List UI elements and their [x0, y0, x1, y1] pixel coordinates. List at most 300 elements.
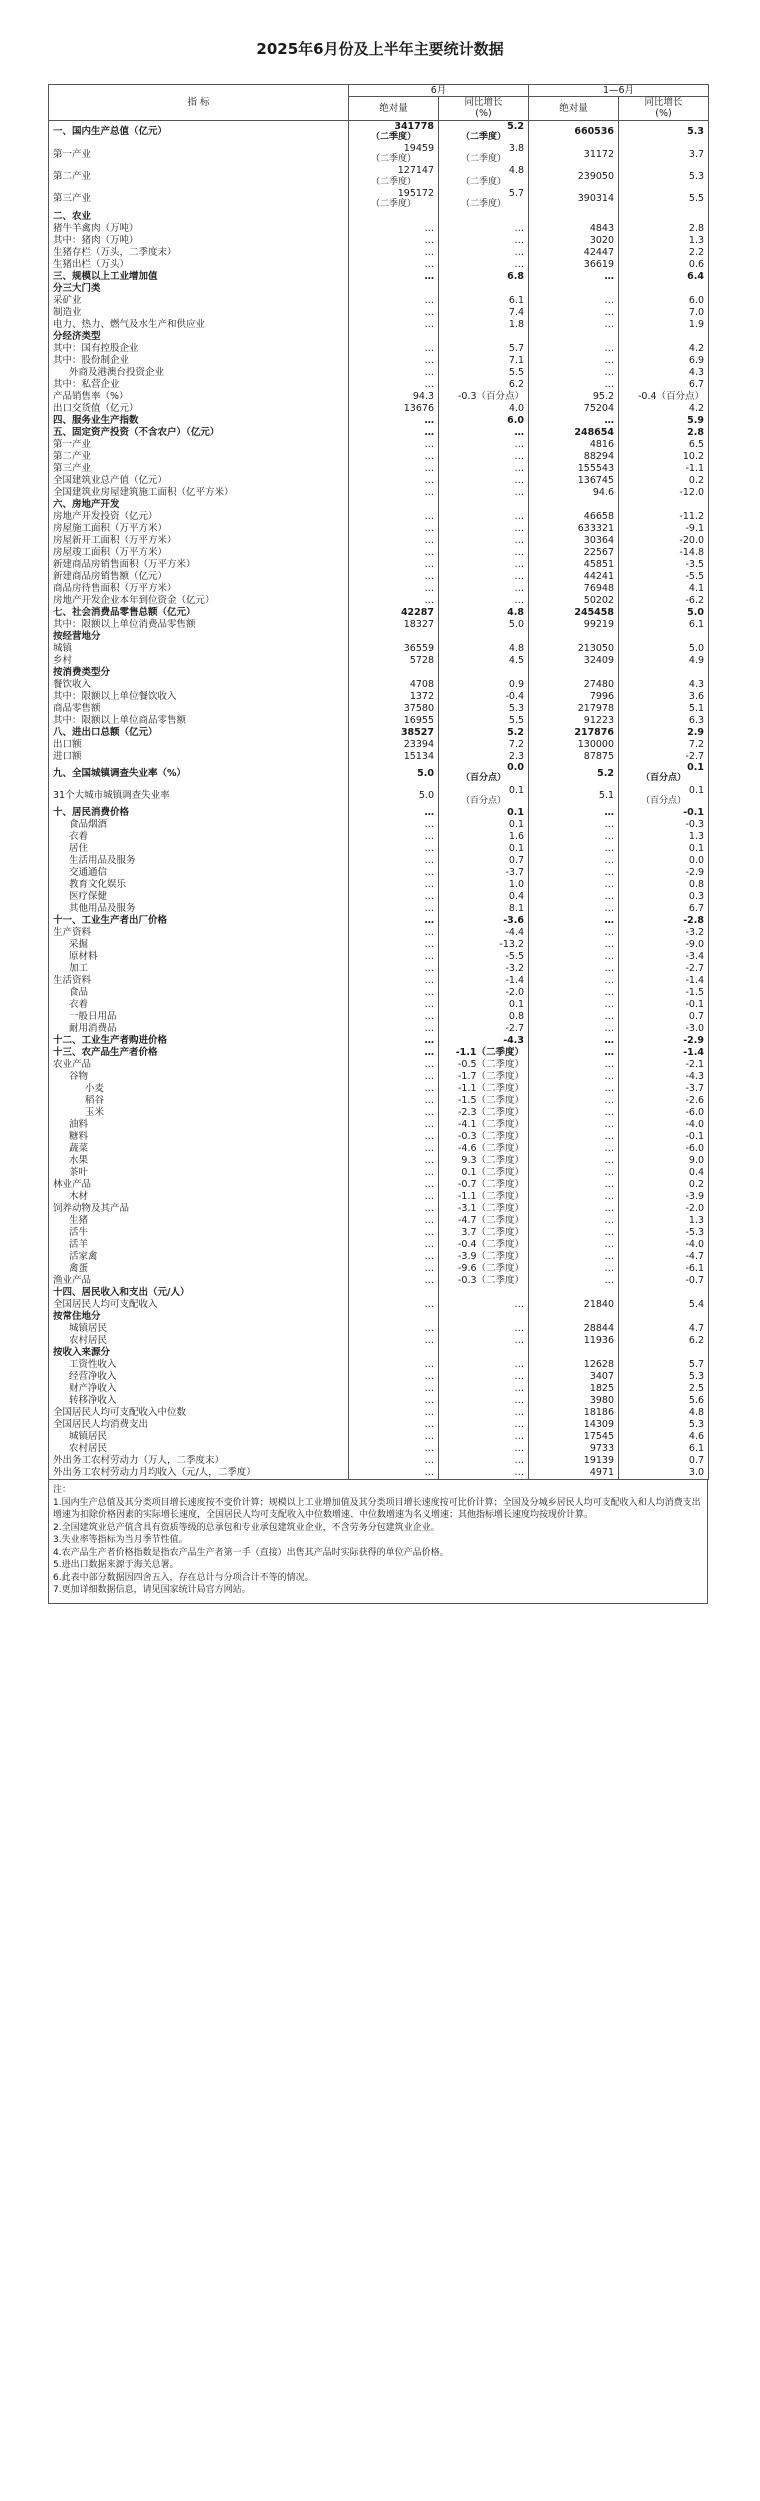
ytd-growth-value: 10.2: [682, 450, 705, 462]
indicator-name: 第二产业: [49, 165, 349, 187]
month-growth: [439, 450, 529, 462]
ytd-absolute-value: 217876: [574, 726, 615, 738]
ytd-growth-value: -5.3: [685, 1227, 705, 1239]
ytd-absolute-value: 91223: [583, 714, 615, 726]
table-row: [49, 1107, 709, 1119]
indicator-name: 活羊: [49, 1239, 349, 1251]
month-growth-value: -9.6（二季度）: [457, 1263, 525, 1275]
month-absolute-value: 127147: [397, 165, 434, 177]
notes-label: 注：: [53, 1485, 72, 1496]
ytd-absolute-value: 30364: [583, 534, 615, 546]
ytd-growth: [619, 1059, 709, 1071]
ytd-absolute: [529, 618, 619, 630]
note-item: 7.更加详细数据信息，请见国家统计局官方网站。: [53, 1585, 251, 1596]
month-growth-value: 0.8: [508, 1011, 525, 1023]
ytd-growth: [619, 143, 709, 165]
ytd-absolute-value: …: [604, 1251, 615, 1263]
month-absolute: [349, 1419, 439, 1431]
ytd-absolute-value: 239050: [577, 171, 615, 183]
ytd-absolute-value: …: [604, 1095, 615, 1107]
month-absolute-value: …: [424, 915, 434, 927]
month-growth: [439, 738, 529, 750]
ytd-absolute-value: 28844: [583, 1323, 615, 1335]
month-absolute: [349, 1455, 439, 1467]
indicator-name: 五、固定资产投资（不含农户）（亿元）: [49, 426, 349, 438]
ytd-absolute-value: …: [604, 987, 615, 999]
month-absolute: [349, 630, 439, 642]
ytd-growth: [619, 522, 709, 534]
ytd-growth: [619, 642, 709, 654]
month-absolute-value: …: [424, 1179, 434, 1191]
ytd-absolute: [529, 390, 619, 402]
month-absolute-value: …: [424, 1371, 434, 1383]
ytd-growth-value: 4.3: [688, 366, 705, 378]
month-absolute-value: …: [424, 306, 434, 318]
table-row: [49, 234, 709, 246]
month-absolute-value: …: [424, 222, 434, 234]
table-row: [49, 1155, 709, 1167]
month-absolute: [349, 879, 439, 891]
month-growth-value: …: [514, 1467, 525, 1479]
indicator-name: 饲养动物及其产品: [49, 1203, 349, 1215]
ytd-growth: [619, 879, 709, 891]
month-absolute: [349, 558, 439, 570]
month-growth-value: -1.7（二季度）: [457, 1071, 525, 1083]
month-growth: [439, 879, 529, 891]
month-absolute-value: …: [424, 903, 434, 915]
month-growth-value: 9.3（二季度）: [461, 1155, 525, 1167]
table-row: [49, 282, 709, 294]
ytd-absolute: [529, 306, 619, 318]
indicator-name: 第一产业: [49, 143, 349, 165]
ytd-absolute: [529, 1119, 619, 1131]
ytd-growth: [619, 450, 709, 462]
month-growth: [439, 1287, 529, 1299]
ytd-absolute-value: …: [604, 1035, 615, 1047]
ytd-growth: [619, 726, 709, 738]
ytd-absolute: [529, 785, 619, 807]
month-growth: [439, 1131, 529, 1143]
ytd-absolute: [529, 963, 619, 975]
month-growth: [439, 1311, 529, 1323]
month-growth-value: 4.5: [508, 654, 525, 666]
ytd-growth-value: 7.0: [688, 306, 705, 318]
ytd-absolute-value: …: [604, 819, 615, 831]
indicator-name: 八、进出口总额（亿元）: [49, 726, 349, 738]
ytd-absolute-value: 5.2: [597, 767, 615, 779]
table-row: [49, 618, 709, 630]
month-absolute-value: 5.0: [418, 790, 434, 802]
month-growth-value: …: [514, 1407, 525, 1419]
month-growth: [439, 486, 529, 498]
ytd-absolute-value: 46658: [583, 510, 615, 522]
ytd-absolute: [529, 1227, 619, 1239]
month-absolute-value: …: [424, 462, 434, 474]
month-absolute-value: 19459: [403, 143, 434, 155]
indicator-name: 第一产业: [49, 438, 349, 450]
ytd-growth: [619, 546, 709, 558]
ytd-growth-value: 3.6: [688, 690, 705, 702]
month-growth: [439, 987, 529, 999]
month-absolute-value: …: [424, 234, 434, 246]
indicator-name: 乡村: [49, 654, 349, 666]
ytd-absolute-value: 76948: [583, 582, 615, 594]
indicator-name: 十二、工业生产者购进价格: [49, 1035, 349, 1047]
month-absolute: [349, 450, 439, 462]
ytd-growth-value: -1.4: [685, 975, 705, 987]
indicator-name: 全国居民人均可支配收入: [49, 1299, 349, 1311]
month-absolute: [349, 306, 439, 318]
month-growth: [439, 1299, 529, 1311]
month-absolute-value: …: [424, 1239, 434, 1251]
month-growth-value: 6.8: [507, 270, 525, 282]
indicator-name: 食品: [49, 987, 349, 999]
month-growth: [439, 498, 529, 510]
table-row: [49, 807, 709, 819]
ytd-absolute-value: 9733: [589, 1443, 615, 1455]
ytd-growth-value: -1.4: [683, 1047, 705, 1059]
ytd-growth-value: -0.1: [683, 807, 705, 819]
ytd-growth: [619, 498, 709, 510]
indicator-name: 产品销售率（%）: [49, 390, 349, 402]
month-growth: [439, 606, 529, 618]
month-growth-value: 5.7: [508, 342, 525, 354]
ytd-absolute: [529, 1395, 619, 1407]
table-row: [49, 438, 709, 450]
ytd-growth-value: -2.6: [685, 1095, 705, 1107]
ytd-growth-value: -2.1: [685, 1059, 705, 1071]
ytd-absolute: [529, 1095, 619, 1107]
indicator-name: 居住: [49, 843, 349, 855]
ytd-growth-value: -14.8: [679, 546, 705, 558]
month-growth: [439, 306, 529, 318]
month-absolute-value: 94.3: [412, 390, 434, 402]
ytd-absolute-value: 45851: [583, 558, 615, 570]
ytd-absolute: [529, 975, 619, 987]
month-growth: [439, 378, 529, 390]
ytd-absolute: [529, 867, 619, 879]
month-absolute: [349, 426, 439, 438]
month-growth-value: 4.0: [508, 402, 525, 414]
month-absolute-value: …: [424, 246, 434, 258]
ytd-absolute: [529, 1167, 619, 1179]
month-absolute-value: …: [424, 1359, 434, 1371]
ytd-growth-value: 6.0: [688, 294, 705, 306]
ytd-growth-value: -4.3: [685, 1071, 705, 1083]
table-row: [49, 402, 709, 414]
ytd-absolute: [529, 1407, 619, 1419]
month-growth-note: （百分点）: [461, 773, 507, 784]
table-row: [49, 1443, 709, 1455]
month-growth-value: …: [514, 486, 525, 498]
indicator-name: 十三、农产品生产者价格: [49, 1047, 349, 1059]
ytd-growth-value: -3.7: [685, 1083, 705, 1095]
month-absolute: [349, 330, 439, 342]
month-absolute-value: …: [424, 414, 434, 426]
ytd-absolute: [529, 987, 619, 999]
ytd-absolute: [529, 750, 619, 762]
ytd-growth: [619, 1275, 709, 1287]
ytd-absolute-value: 633321: [577, 522, 615, 534]
header-abs-month: 绝对量: [349, 97, 439, 120]
table-row: [49, 903, 709, 915]
ytd-absolute: [529, 1011, 619, 1023]
month-absolute-value: …: [424, 963, 434, 975]
month-absolute-value: …: [424, 594, 434, 606]
ytd-growth-value: 2.8: [688, 222, 705, 234]
ytd-growth: [619, 939, 709, 951]
indicator-name: 房屋新开工面积（万平方米）: [49, 534, 349, 546]
ytd-growth-value: 0.8: [688, 879, 705, 891]
month-growth: [439, 594, 529, 606]
month-absolute: [349, 963, 439, 975]
ytd-absolute: [529, 378, 619, 390]
month-growth-value: …: [514, 1395, 525, 1407]
month-absolute: [349, 903, 439, 915]
month-growth-value: …: [514, 1371, 525, 1383]
month-absolute-value: …: [424, 1155, 434, 1167]
month-absolute-value: …: [424, 1071, 434, 1083]
month-growth: [439, 963, 529, 975]
ytd-growth-value: -2.9: [683, 1035, 705, 1047]
month-growth-value: …: [514, 594, 525, 606]
ytd-growth: [619, 927, 709, 939]
ytd-growth-value: 0.3: [688, 891, 705, 903]
ytd-absolute-value: 7996: [589, 690, 615, 702]
month-absolute: [349, 188, 439, 210]
month-growth: [439, 1203, 529, 1215]
month-absolute: [349, 1467, 439, 1480]
month-absolute: [349, 1179, 439, 1191]
ytd-growth-value: 4.3: [688, 678, 705, 690]
month-absolute-value: 23394: [403, 738, 434, 750]
month-absolute: [349, 1119, 439, 1131]
month-growth: [439, 1359, 529, 1371]
month-growth: [439, 666, 529, 678]
ytd-growth: [619, 762, 709, 784]
month-growth: [439, 1251, 529, 1263]
month-absolute: [349, 1059, 439, 1071]
ytd-growth-note: （百分点）: [641, 795, 687, 806]
indicator-name: 进口额: [49, 750, 349, 762]
month-absolute: [349, 1335, 439, 1347]
month-absolute: [349, 666, 439, 678]
month-absolute-value: …: [424, 318, 434, 330]
table-row: [49, 270, 709, 282]
month-growth: [439, 1095, 529, 1107]
ytd-absolute: [529, 1263, 619, 1275]
month-growth: [439, 855, 529, 867]
ytd-absolute-value: 44241: [583, 570, 615, 582]
ytd-growth: [619, 1131, 709, 1143]
ytd-absolute: [529, 807, 619, 819]
ytd-absolute-value: …: [604, 294, 615, 306]
indicator-name: 禽蛋: [49, 1263, 349, 1275]
table-row: [49, 831, 709, 843]
ytd-absolute: [529, 354, 619, 366]
ytd-absolute: [529, 246, 619, 258]
table-row: [49, 1179, 709, 1191]
indicator-name: 经营净收入: [49, 1371, 349, 1383]
month-growth-value: -5.5: [505, 951, 525, 963]
ytd-growth: [619, 330, 709, 342]
table-row: [49, 1431, 709, 1443]
ytd-absolute: [529, 1431, 619, 1443]
month-absolute-note: （二季度）: [370, 154, 416, 165]
month-absolute-value: 195172: [397, 187, 434, 199]
indicator-name: 财产净收入: [49, 1383, 349, 1395]
month-growth-value: -3.1（二季度）: [457, 1203, 525, 1215]
ytd-absolute: [529, 342, 619, 354]
month-growth-value: 5.5: [508, 366, 525, 378]
month-growth: [439, 1467, 529, 1480]
ytd-absolute: [529, 546, 619, 558]
ytd-absolute: [529, 210, 619, 222]
table-row: [49, 1191, 709, 1203]
ytd-absolute-value: …: [604, 807, 615, 819]
indicator-name: 活家禽: [49, 1251, 349, 1263]
ytd-growth-value: -3.9: [685, 1191, 705, 1203]
month-growth-value: -1.1（二季度）: [457, 1191, 525, 1203]
ytd-absolute-value: …: [604, 939, 615, 951]
ytd-growth-value: 1.9: [688, 318, 705, 330]
indicator-name: 农村居民: [49, 1335, 349, 1347]
ytd-growth-value: 0.1: [687, 762, 705, 774]
ytd-absolute-value: …: [604, 1263, 615, 1275]
month-growth: [439, 1179, 529, 1191]
month-absolute-value: …: [424, 951, 434, 963]
month-absolute: [349, 1323, 439, 1335]
ytd-absolute: [529, 486, 619, 498]
month-absolute-value: …: [424, 438, 434, 450]
ytd-growth-value: 6.3: [688, 714, 705, 726]
ytd-absolute: [529, 843, 619, 855]
ytd-growth: [619, 1347, 709, 1359]
indicator-name: 十一、工业生产者出厂价格: [49, 915, 349, 927]
month-absolute: [349, 927, 439, 939]
month-growth-value: …: [514, 534, 525, 546]
table-row: [49, 1227, 709, 1239]
month-absolute-value: …: [424, 510, 434, 522]
month-absolute: [349, 294, 439, 306]
month-absolute: [349, 222, 439, 234]
ytd-absolute-value: …: [604, 366, 615, 378]
month-growth: [439, 390, 529, 402]
ytd-growth: [619, 819, 709, 831]
ytd-growth: [619, 366, 709, 378]
indicator-name: 其中：国有控股企业: [49, 342, 349, 354]
month-absolute-value: …: [424, 1131, 434, 1143]
ytd-absolute: [529, 143, 619, 165]
ytd-growth-value: 6.5: [688, 438, 705, 450]
ytd-absolute: [529, 366, 619, 378]
indicator-name: 生产资料: [49, 927, 349, 939]
indicator-name: 第三产业: [49, 188, 349, 210]
ytd-absolute-value: …: [604, 867, 615, 879]
ytd-growth-value: 5.1: [688, 702, 705, 714]
ytd-growth-value: -0.4（百分点）: [637, 390, 705, 402]
month-absolute-value: …: [424, 1167, 434, 1179]
month-absolute: [349, 939, 439, 951]
ytd-absolute: [529, 891, 619, 903]
ytd-growth-value: 5.4: [688, 1299, 705, 1311]
month-absolute: [349, 534, 439, 546]
ytd-growth-value: 4.8: [688, 1407, 705, 1419]
month-absolute: [349, 1035, 439, 1047]
month-absolute-value: …: [424, 1395, 434, 1407]
ytd-absolute-value: …: [604, 378, 615, 390]
month-growth-value: 3.7（二季度）: [461, 1227, 525, 1239]
indicator-name: 水果: [49, 1155, 349, 1167]
month-growth: [439, 999, 529, 1011]
table-row: [49, 963, 709, 975]
ytd-growth-value: -3.2: [685, 927, 705, 939]
month-absolute-value: …: [424, 1191, 434, 1203]
table-row: [49, 534, 709, 546]
ytd-growth: [619, 1107, 709, 1119]
indicator-name: 分经济类型: [49, 330, 349, 342]
table-row: [49, 975, 709, 987]
table-row: [49, 1059, 709, 1071]
ytd-growth: [619, 630, 709, 642]
month-growth: [439, 1335, 529, 1347]
month-absolute: [349, 1407, 439, 1419]
month-absolute: [349, 438, 439, 450]
ytd-growth-value: 4.2: [688, 402, 705, 414]
month-absolute-value: …: [424, 1407, 434, 1419]
ytd-growth: [619, 999, 709, 1011]
month-growth: [439, 1275, 529, 1287]
table-row: [49, 246, 709, 258]
month-growth-value: 0.1: [507, 807, 525, 819]
ytd-growth: [619, 222, 709, 234]
month-growth-value: 4.8: [508, 642, 525, 654]
month-growth: [439, 462, 529, 474]
month-absolute-value: 13676: [403, 402, 434, 414]
month-absolute-value: 37580: [403, 702, 434, 714]
month-absolute-value: …: [424, 378, 434, 390]
indicator-name: 其他用品及服务: [49, 903, 349, 915]
month-absolute: [349, 570, 439, 582]
ytd-growth: [619, 987, 709, 999]
ytd-absolute: [529, 1251, 619, 1263]
month-growth: [439, 188, 529, 210]
month-growth: [439, 426, 529, 438]
table-row: [49, 726, 709, 738]
ytd-growth-value: 1.3: [688, 831, 705, 843]
ytd-absolute-value: 42447: [583, 246, 615, 258]
ytd-absolute-value: 136745: [577, 474, 615, 486]
month-growth: [439, 1419, 529, 1431]
ytd-growth: [619, 270, 709, 282]
ytd-absolute: [529, 654, 619, 666]
month-absolute-value: …: [424, 486, 434, 498]
ytd-growth-value: 5.3: [688, 171, 705, 183]
month-absolute: [349, 855, 439, 867]
table-row: [49, 1023, 709, 1035]
table-row: [49, 120, 709, 143]
indicator-name: 衣着: [49, 999, 349, 1011]
ytd-growth: [619, 1467, 709, 1480]
month-growth: [439, 1263, 529, 1275]
indicator-name: 木材: [49, 1191, 349, 1203]
indicator-name: 农业产品: [49, 1059, 349, 1071]
table-row: [49, 378, 709, 390]
ytd-absolute-value: …: [604, 318, 615, 330]
ytd-absolute: [529, 939, 619, 951]
indicator-name: 生活资料: [49, 975, 349, 987]
indicator-name: 商品零售额: [49, 702, 349, 714]
